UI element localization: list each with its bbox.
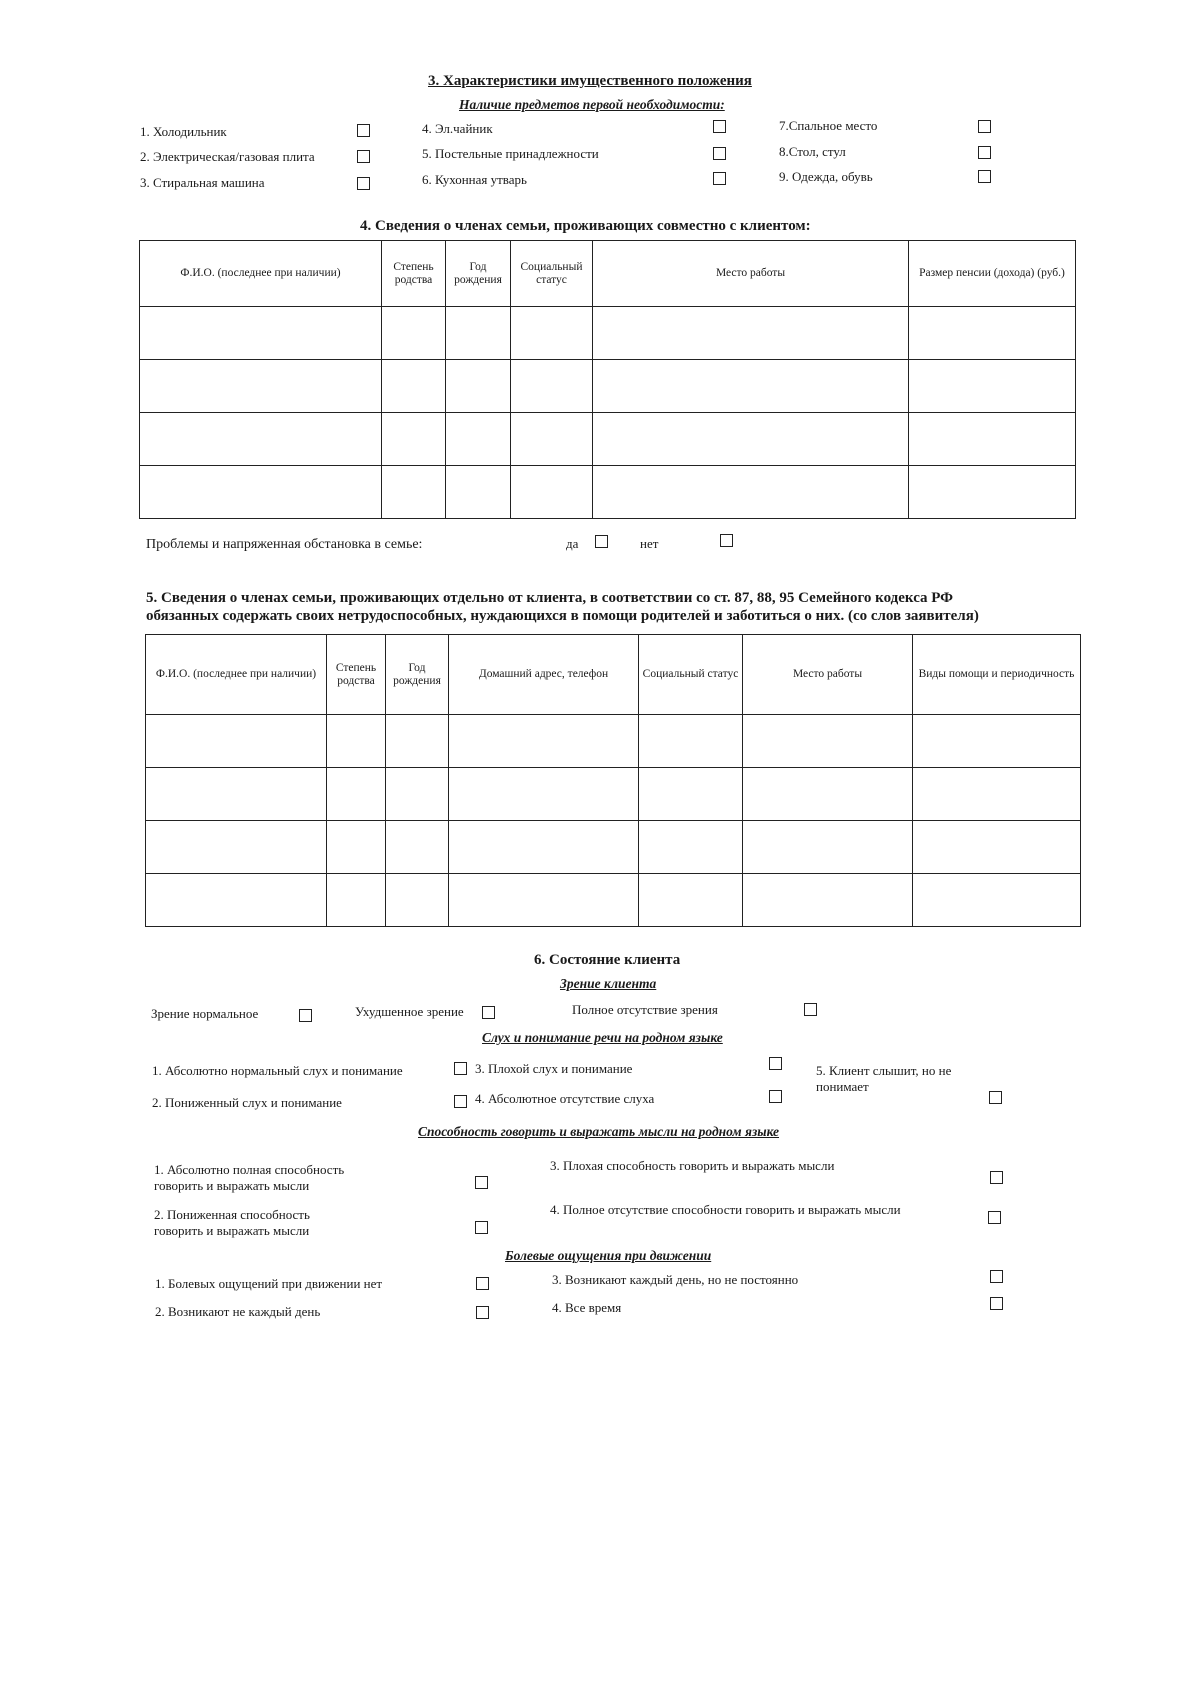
col-header-workplace: Место работы <box>593 241 909 307</box>
col-header-social-status: Социальный статус <box>639 635 743 715</box>
hearing-no-understanding-label: 5. Клиент слышит, но не понимает <box>816 1063 952 1094</box>
pain-daily-checkbox[interactable] <box>990 1270 1003 1283</box>
table-row <box>146 715 1081 768</box>
col-header-pension: Размер пенсии (дохода) (руб.) <box>909 241 1076 307</box>
table-row <box>146 821 1081 874</box>
item-clothes-label: 9. Одежда, обувь <box>779 169 873 184</box>
pain-subtitle: Болевые ощущения при движении <box>505 1248 712 1263</box>
hearing-reduced-checkbox[interactable] <box>454 1095 467 1108</box>
vision-absent-checkbox[interactable] <box>804 1003 817 1016</box>
item-stove-label: 2. Электрическая/газовая плита <box>140 149 315 164</box>
col-header-relation: Степень родства <box>382 241 446 307</box>
speech-full-label: 1. Абсолютно полная способность говорить и выражать мысли <box>154 1162 345 1193</box>
problems-yes-label: да <box>566 536 579 551</box>
vision-absent-label: Полное отсутствие зрения <box>572 1002 718 1017</box>
col-header-fio: Ф.И.О. (последнее при наличии) <box>146 635 327 715</box>
speech-full-checkbox[interactable] <box>475 1176 488 1189</box>
section5-title-line1: 5. Сведения о членах семьи, проживающих отдельно от клиента, в соответствии со ст. 87, 88, 95 Семейного кодекса РФ <box>146 590 954 606</box>
section6-title: 6. Состояние клиента <box>534 952 681 968</box>
vision-normal-label: Зрение нормальное <box>151 1006 259 1021</box>
item-stove-checkbox[interactable] <box>357 150 370 163</box>
family-cohabiting-table <box>139 240 1076 519</box>
hearing-subtitle: Слух и понимание речи на родном языке <box>482 1030 723 1045</box>
pain-none-label: 1. Болевых ощущений при движении нет <box>155 1276 383 1291</box>
problems-no-label: нет <box>640 536 659 551</box>
family-separate-table <box>145 634 1081 927</box>
table-row <box>140 466 1076 519</box>
col-header-social-status: Социальный статус <box>511 241 593 307</box>
hearing-absent-label: 4. Абсолютное отсутствие слуха <box>475 1091 655 1106</box>
col-header-relation: Степень родства <box>327 635 386 715</box>
item-kettle-label: 4. Эл.чайник <box>422 121 493 136</box>
pain-always-checkbox[interactable] <box>990 1297 1003 1310</box>
hearing-normal-checkbox[interactable] <box>454 1062 467 1075</box>
col-header-fio: Ф.И.О. (последнее при наличии) <box>140 241 382 307</box>
section3-subtitle: Наличие предметов первой необходимости: <box>459 97 725 112</box>
table-row <box>146 768 1081 821</box>
speech-subtitle: Способность говорить и выражать мысли на родном языке <box>418 1124 780 1139</box>
pain-daily-label: 3. Возникают каждый день, но не постоянно <box>552 1272 799 1287</box>
hearing-no-understanding-checkbox[interactable] <box>989 1091 1002 1104</box>
speech-absent-label: 4. Полное отсутствие способности говорить и выражать мысли <box>550 1202 901 1217</box>
item-table-label: 8.Стол, стул <box>779 144 846 159</box>
hearing-poor-label: 3. Плохой слух и понимание <box>475 1061 633 1076</box>
problems-no-checkbox[interactable] <box>720 534 733 547</box>
speech-absent-checkbox[interactable] <box>988 1211 1001 1224</box>
item-kettle-checkbox[interactable] <box>713 120 726 133</box>
hearing-reduced-label: 2. Пониженный слух и понимание <box>152 1095 342 1110</box>
item-bedding-checkbox[interactable] <box>713 147 726 160</box>
item-fridge-checkbox[interactable] <box>357 124 370 137</box>
item-washer-checkbox[interactable] <box>357 177 370 190</box>
pain-not-daily-checkbox[interactable] <box>476 1306 489 1319</box>
family-problems-label: Проблемы и напряженная обстановка в семье: <box>146 537 423 552</box>
pain-none-checkbox[interactable] <box>476 1277 489 1290</box>
speech-poor-checkbox[interactable] <box>990 1171 1003 1184</box>
section4-title: 4. Сведения о членах семьи, проживающих совместно с клиентом: <box>360 218 811 234</box>
item-fridge-label: 1. Холодильник <box>140 124 227 139</box>
vision-normal-checkbox[interactable] <box>299 1009 312 1022</box>
vision-impaired-label: Ухудшенное зрение <box>355 1004 464 1019</box>
vision-impaired-checkbox[interactable] <box>482 1006 495 1019</box>
hearing-absent-checkbox[interactable] <box>769 1090 782 1103</box>
item-bed-checkbox[interactable] <box>978 120 991 133</box>
item-bedding-label: 5. Постельные принадлежности <box>422 146 599 161</box>
table-row <box>146 874 1081 927</box>
table-row <box>140 360 1076 413</box>
table-row <box>140 413 1076 466</box>
item-kitchenware-label: 6. Кухонная утварь <box>422 172 527 187</box>
col-header-birth-year: Год рождения <box>446 241 511 307</box>
item-bed-label: 7.Спальное место <box>779 118 878 133</box>
table-row <box>140 307 1076 360</box>
item-clothes-checkbox[interactable] <box>978 170 991 183</box>
section5-title-line2: обязанных содержать своих нетрудоспособных, нуждающихся в помощи родителей и заботиться о них. (со слов заявителя) <box>146 608 979 624</box>
item-table-checkbox[interactable] <box>978 146 991 159</box>
pain-not-daily-label: 2. Возникают не каждый день <box>155 1304 321 1319</box>
item-kitchenware-checkbox[interactable] <box>713 172 726 185</box>
col-header-workplace: Место работы <box>743 635 913 715</box>
speech-poor-label: 3. Плохая способность говорить и выражать мысли <box>550 1158 835 1173</box>
hearing-normal-label: 1. Абсолютно нормальный слух и понимание <box>152 1063 403 1078</box>
speech-reduced-checkbox[interactable] <box>475 1221 488 1234</box>
speech-reduced-label: 2. Пониженная способность говорить и выражать мысли <box>154 1207 310 1238</box>
item-washer-label: 3. Стиральная машина <box>140 175 265 190</box>
section3-title: 3. Характеристики имущественного положения <box>428 73 752 89</box>
col-header-address: Домашний адрес, телефон <box>449 635 639 715</box>
col-header-birth-year: Год рождения <box>386 635 449 715</box>
pain-always-label: 4. Все время <box>552 1300 622 1315</box>
col-header-help-type: Виды помощи и периодичность <box>913 635 1081 715</box>
hearing-poor-checkbox[interactable] <box>769 1057 782 1070</box>
vision-subtitle: Зрение клиента <box>560 976 657 991</box>
problems-yes-checkbox[interactable] <box>595 535 608 548</box>
